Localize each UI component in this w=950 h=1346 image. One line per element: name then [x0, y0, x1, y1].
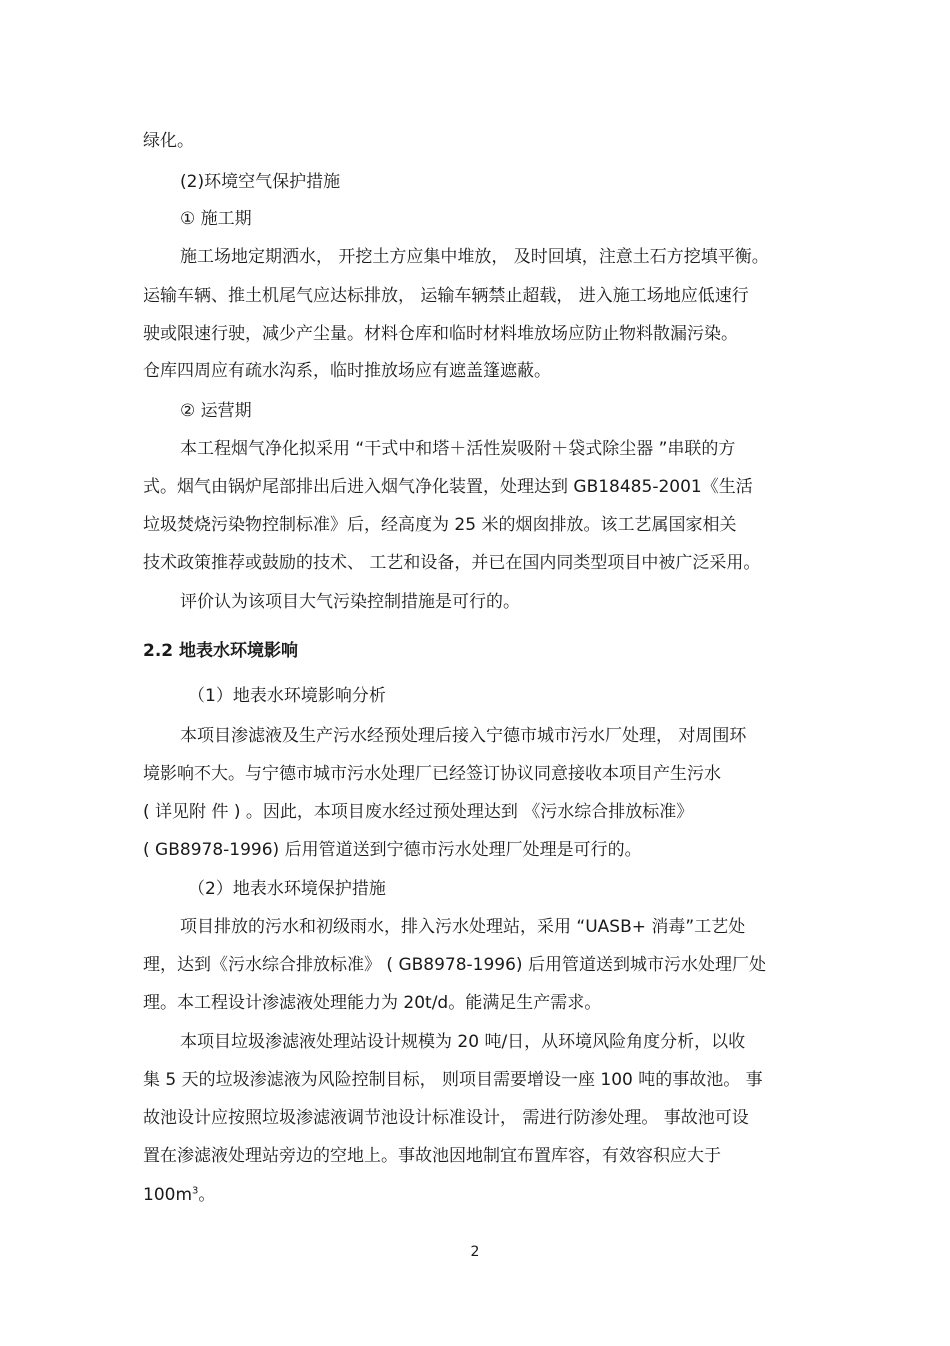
- text-line: (2)环境空气保护措施: [180, 172, 341, 192]
- volume-value: 100m: [143, 1185, 193, 1205]
- text-line: ① 施工期: [180, 209, 252, 229]
- text-line: 评价认为该项目大气污染控制措施是可行的。: [180, 592, 520, 612]
- text-line: ( 详见附 件 ) 。因此，本项目废水经过预处理达到 《污水综合排放标准》: [143, 802, 694, 822]
- text-line: 理。本工程设计渗滤液处理能力为 20t/d。能满足生产需求。: [143, 993, 602, 1013]
- page-number: 2: [470, 1244, 480, 1260]
- superscript: 3: [192, 1185, 199, 1197]
- text-line: 绿化。: [143, 131, 194, 151]
- text-line: 技术政策推荐或鼓励的技术、 工艺和设备，并已在国内同类型项目中被广泛采用。: [143, 553, 761, 573]
- text-line: 施工场地定期洒水， 开挖土方应集中堆放， 及时回填，注意土石方挖填平衡。: [180, 247, 769, 267]
- text-line: 垃圾焚烧污染物控制标准》后，经高度为 25 米的烟囱排放。该工艺属国家相关: [143, 515, 737, 535]
- text-line: ( GB8978-1996) 后用管道送到宁德市污水处理厂处理是可行的。: [143, 840, 642, 860]
- text-line: （1）地表水环境影响分析: [188, 686, 386, 706]
- text-line: 驶或限速行驶，减少产尘量。材料仓库和临时材料堆放场应防止物料散漏污染。: [143, 324, 738, 344]
- text-line: 集 5 天的垃圾渗滤液为风险控制目标， 则项目需要增设一座 100 吨的事故池。 事: [143, 1070, 763, 1090]
- text-line: 本项目渗滤液及生产污水经预处理后接入宁德市城市污水厂处理， 对周围环: [180, 726, 747, 746]
- text-line: 仓库四周应有疏水沟系，临时推放场应有遮盖篷遮蔽。: [143, 361, 551, 381]
- text-line: 故池设计应按照垃圾渗滤液调节池设计标准设计， 需进行防渗处理。 事故池可设: [143, 1108, 749, 1128]
- text-line: ② 运营期: [180, 401, 252, 421]
- text-line: 本工程烟气净化拟采用 “干式中和塔＋活性炭吸附＋袋式除尘器 ”串联的方: [180, 439, 736, 459]
- text-line: 境影响不大。与宁德市城市污水处理厂已经签订协议同意接收本项目产生污水: [143, 764, 721, 784]
- section-heading: 2.2 地表水环境影响: [143, 641, 299, 661]
- text-line: 理，达到《污水综合排放标准》 ( GB8978-1996) 后用管道送到城市污水处理厂处: [143, 955, 766, 975]
- text-line: 置在渗滤液处理站旁边的空地上。事故池因地制宜布置库容，有效容积应大于: [143, 1146, 721, 1166]
- text-line: [143, 1184, 215, 1206]
- text-line: 式。烟气由锅炉尾部排出后进入烟气净化装置，处理达到 GB18485-2001《生活: [143, 477, 753, 497]
- text-line: 项目排放的污水和初级雨水，排入污水处理站，采用 “UASB+ 消毒”工艺处: [180, 917, 746, 937]
- text-line: 运输车辆、推土机尾气应达标排放， 运输车辆禁止超载， 进入施工场地应低速行: [143, 286, 749, 306]
- period: 。: [198, 1185, 216, 1205]
- text-line: 本项目垃圾渗滤液处理站设计规模为 20 吨/日，从环境风险角度分析，以收: [180, 1032, 746, 1052]
- text-line: （2）地表水环境保护措施: [188, 879, 386, 899]
